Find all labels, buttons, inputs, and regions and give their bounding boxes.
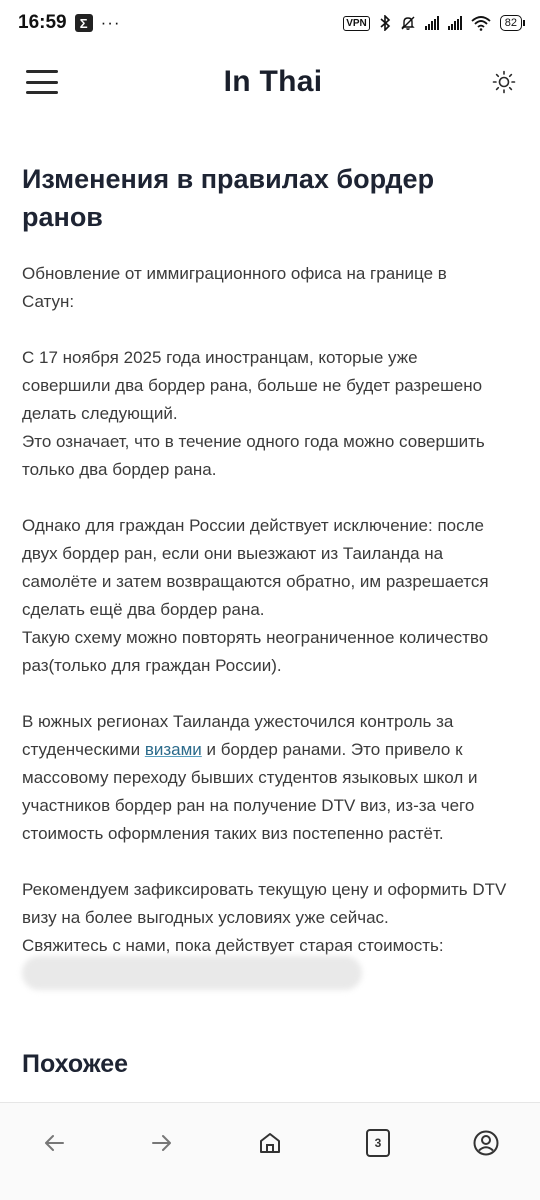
status-bar [0,0,540,46]
site-header [0,46,540,118]
text-line: совершили два бордер рана, больше не будет разрешено [22,376,483,395]
text-line: В южных регионах Таиланда ужесточился контроль за [22,712,454,731]
signal-2-icon [448,16,462,30]
text-line: раз(только для граждан России). [22,656,282,675]
status-right [343,15,522,31]
browser-nav-bar [0,1102,540,1183]
article-paragraph-3 [22,708,478,848]
text-line: участников бордер ран на получение DTV виз, из-за чего [22,796,475,815]
visas-link[interactable]: визами [144,740,202,759]
article-title-line: ранов [22,202,103,232]
bluetooth-icon [379,15,391,31]
sun-icon [492,70,516,94]
hamburger-line [26,70,58,73]
text-line: делать следующий. [22,404,178,423]
text-line: Однако для граждан России действует исключение: после [22,516,484,535]
home-button[interactable] [248,1121,292,1165]
gesture-area [0,1182,540,1200]
text-fragment: и бордер ранами. Это привело к [201,740,463,759]
bell-off-icon [400,15,416,31]
signal-1-icon [425,16,439,30]
wifi-icon [471,15,491,31]
article [22,160,522,1078]
profile-icon [472,1129,500,1157]
article-title-line: Изменения в правилах бордер [22,164,435,194]
home-icon [257,1130,283,1156]
text-line: Это означает, что в течение одного года можно совершить [22,432,485,451]
similar-heading: Похожее [22,1050,129,1078]
status-time: 16:59 [18,12,67,33]
status-left [18,12,121,34]
arrow-left-icon [41,1130,67,1156]
text-fragment: студенческими [22,740,145,759]
text-line: визу на более выгодных условиях уже сейчас. [22,908,389,927]
article-paragraph-2 [22,512,489,680]
hamburger-icon[interactable] [26,70,58,94]
article-intro [22,260,447,316]
article-title [22,160,522,236]
arrow-right-icon [149,1130,175,1156]
hamburger-line [26,91,58,94]
forward-button[interactable] [140,1121,184,1165]
article-paragraph-4 [22,876,506,960]
text-line: Рекомендуем зафиксировать текущую цену и оформить DTV [22,880,507,899]
article-paragraph-1 [22,344,485,484]
vpn-icon: VPN [343,16,370,31]
text-line: стоимость оформления таких виз постепенно растёт. [22,824,444,843]
text-line: сделать ещё два бордер рана. [22,600,265,619]
text-line: самолёте и затем возвращаются обратно, им разрешается [22,572,489,591]
text-line: Свяжитесь с нами, пока действует старая стоимость: [22,936,444,955]
tabs-button[interactable] [356,1121,400,1165]
text-line: Сатун: [22,292,75,311]
battery-icon: 82 [500,15,522,31]
theme-toggle-button[interactable] [488,66,520,98]
blurred-contact-link[interactable] [22,956,362,990]
text-line: двух бордер ран, если они выезжают из Таиланда на [22,544,444,563]
text-line: Такую схему можно повторять неограниченное количество [22,628,489,647]
profile-button[interactable] [464,1121,508,1165]
text-line: Обновление от иммиграционного офиса на границе в [22,264,447,283]
app-notification-icon: Σ [75,14,93,32]
tabs-icon: 3 [366,1129,390,1157]
more-notifications-icon: ··· [100,13,121,32]
text-line: С 17 ноября 2025 года иностранцам, которые уже [22,348,418,367]
text-line: массовому переходу бывших студентов языковых школ и [22,768,478,787]
site-title[interactable]: In Thai [223,65,323,98]
text-line: только два бордер рана. [22,460,217,479]
hamburger-line [26,81,58,84]
back-button[interactable] [32,1121,76,1165]
